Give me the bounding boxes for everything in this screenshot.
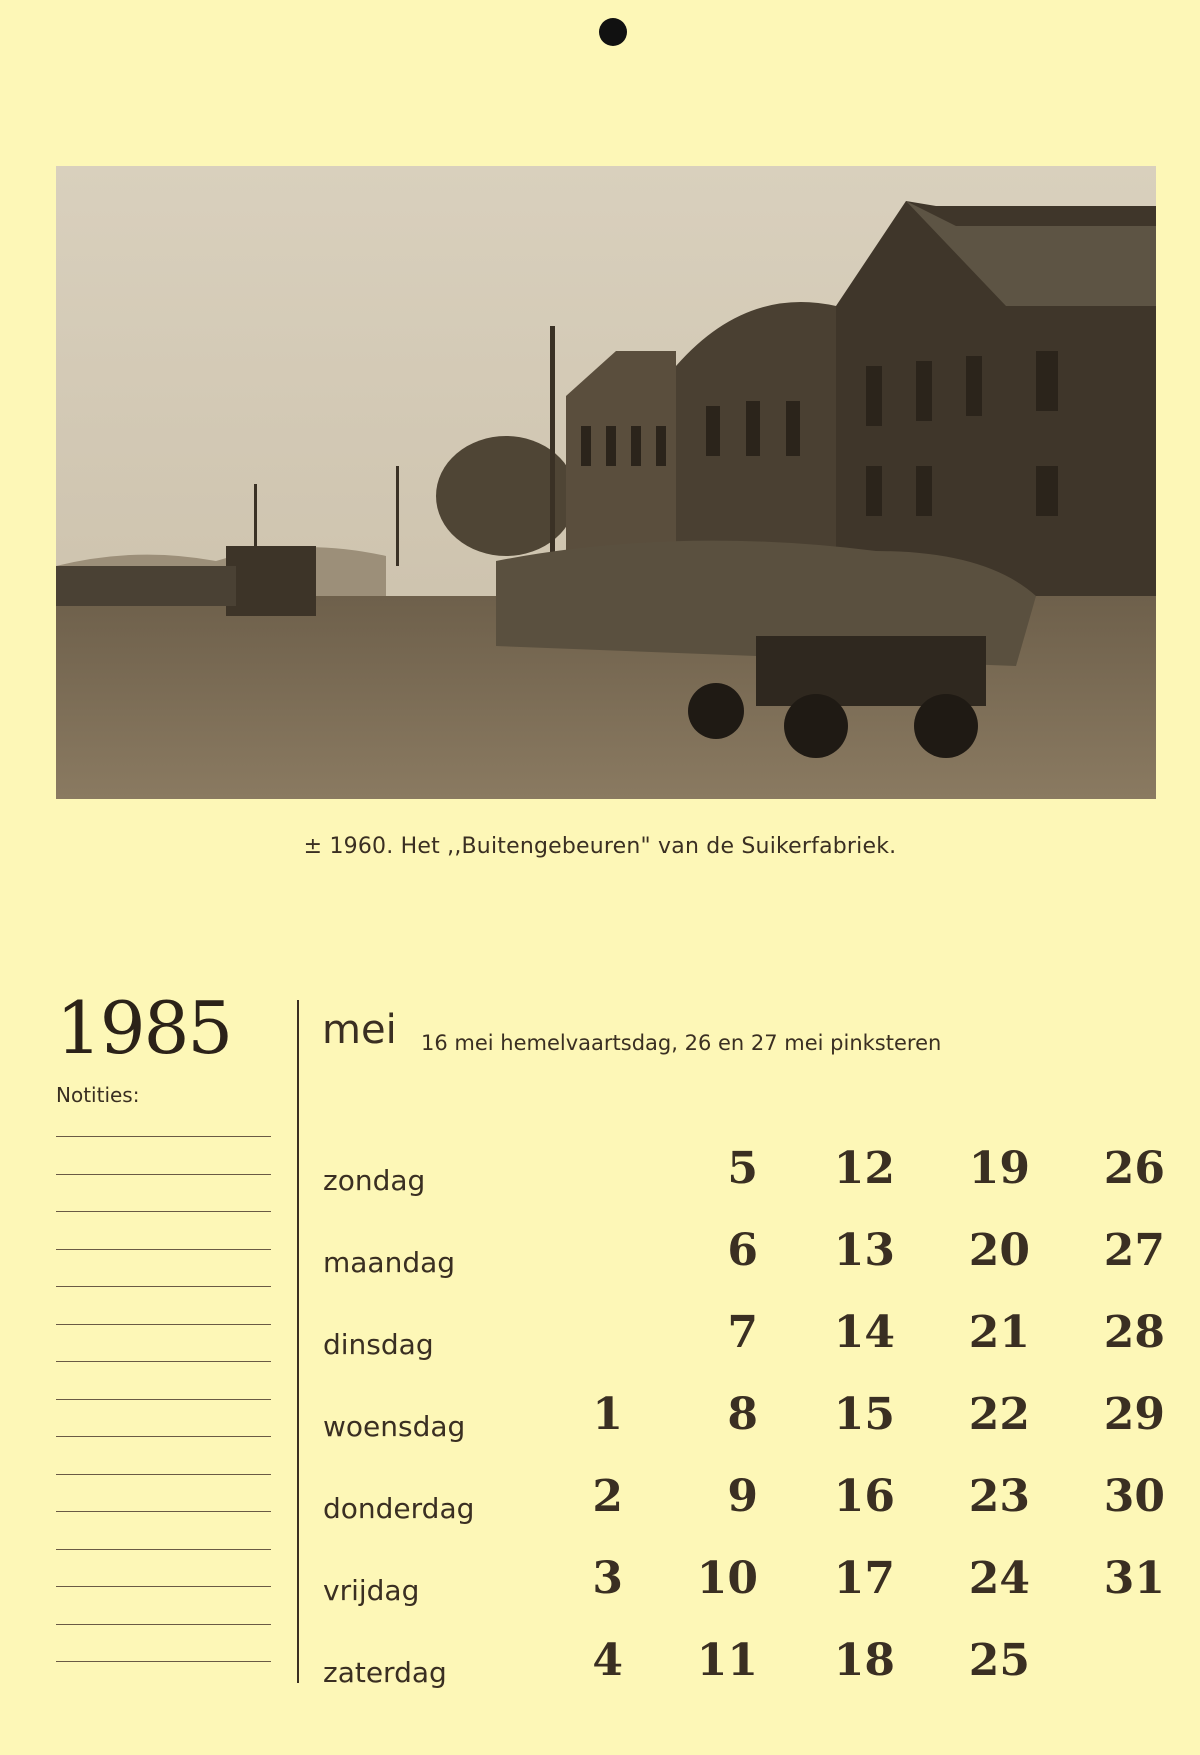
- photo-caption: ± 1960. Het ,,Buitengebeuren" van de Suikerfabriek.: [303, 834, 897, 859]
- date-cell: 26: [1103, 1143, 1165, 1194]
- date-cell: 20: [968, 1225, 1030, 1276]
- date-cell: 7: [727, 1307, 758, 1358]
- day-name-donderdag: donderdag: [323, 1492, 475, 1525]
- note-line: [56, 1474, 271, 1512]
- month-title: mei: [322, 1007, 397, 1053]
- date-cell: 29: [1103, 1389, 1165, 1440]
- date-cell: 4: [592, 1635, 623, 1686]
- note-line: [56, 1211, 271, 1249]
- hanging-hole: [599, 18, 627, 46]
- day-name-zondag: zondag: [323, 1164, 426, 1197]
- note-line: [56, 1361, 271, 1399]
- note-line: [56, 1586, 271, 1624]
- date-cell: 14: [833, 1307, 895, 1358]
- holiday-note: 16 mei hemelvaartsdag, 26 en 27 mei pinksteren: [421, 1031, 942, 1055]
- day-name-woensdag: woensdag: [323, 1410, 466, 1443]
- date-cell: 15: [833, 1389, 895, 1440]
- note-line: [56, 1624, 271, 1662]
- date-cell: 27: [1103, 1225, 1165, 1276]
- historic-photo: [56, 166, 1156, 799]
- day-name-maandag: maandag: [323, 1246, 456, 1279]
- note-line: [56, 1249, 271, 1287]
- date-cell: 17: [833, 1553, 895, 1604]
- column-divider: [297, 1000, 299, 1683]
- date-cell: 9: [727, 1471, 758, 1522]
- day-name-vrijdag: vrijdag: [323, 1574, 420, 1607]
- date-cell: 5: [727, 1143, 758, 1194]
- date-cell: 16: [833, 1471, 895, 1522]
- year: 1985: [56, 986, 232, 1070]
- note-line: [56, 1511, 271, 1549]
- date-cell: 8: [727, 1389, 758, 1440]
- note-line: [56, 1436, 271, 1474]
- note-line: [56, 1174, 271, 1212]
- date-cell: 23: [968, 1471, 1030, 1522]
- note-line: [56, 1549, 271, 1587]
- date-cell: 24: [968, 1553, 1030, 1604]
- date-cell: 22: [968, 1389, 1030, 1440]
- note-line: [56, 1324, 271, 1362]
- date-cell: 2: [592, 1471, 623, 1522]
- notes-lines: [56, 1136, 271, 1699]
- date-cell: 1: [592, 1389, 623, 1440]
- date-cell: 12: [833, 1143, 895, 1194]
- note-line: [56, 1399, 271, 1437]
- date-cell: 25: [968, 1635, 1030, 1686]
- date-cell: 13: [833, 1225, 895, 1276]
- date-cell: 18: [833, 1635, 895, 1686]
- note-line: [56, 1661, 271, 1699]
- note-line: [56, 1136, 271, 1174]
- date-cell: 30: [1103, 1471, 1165, 1522]
- note-line: [56, 1286, 271, 1324]
- day-name-zaterdag: zaterdag: [323, 1656, 447, 1689]
- notes-label: Notities:: [56, 1083, 140, 1107]
- day-name-dinsdag: dinsdag: [323, 1328, 434, 1361]
- date-cell: 6: [727, 1225, 758, 1276]
- date-cell: 21: [968, 1307, 1030, 1358]
- date-cell: 11: [696, 1635, 758, 1686]
- date-cell: 3: [592, 1553, 623, 1604]
- sugar-factory-photo-icon: [56, 166, 1156, 799]
- date-cell: 10: [696, 1553, 758, 1604]
- date-cell: 28: [1103, 1307, 1165, 1358]
- date-cell: 31: [1103, 1553, 1165, 1604]
- date-cell: 19: [968, 1143, 1030, 1194]
